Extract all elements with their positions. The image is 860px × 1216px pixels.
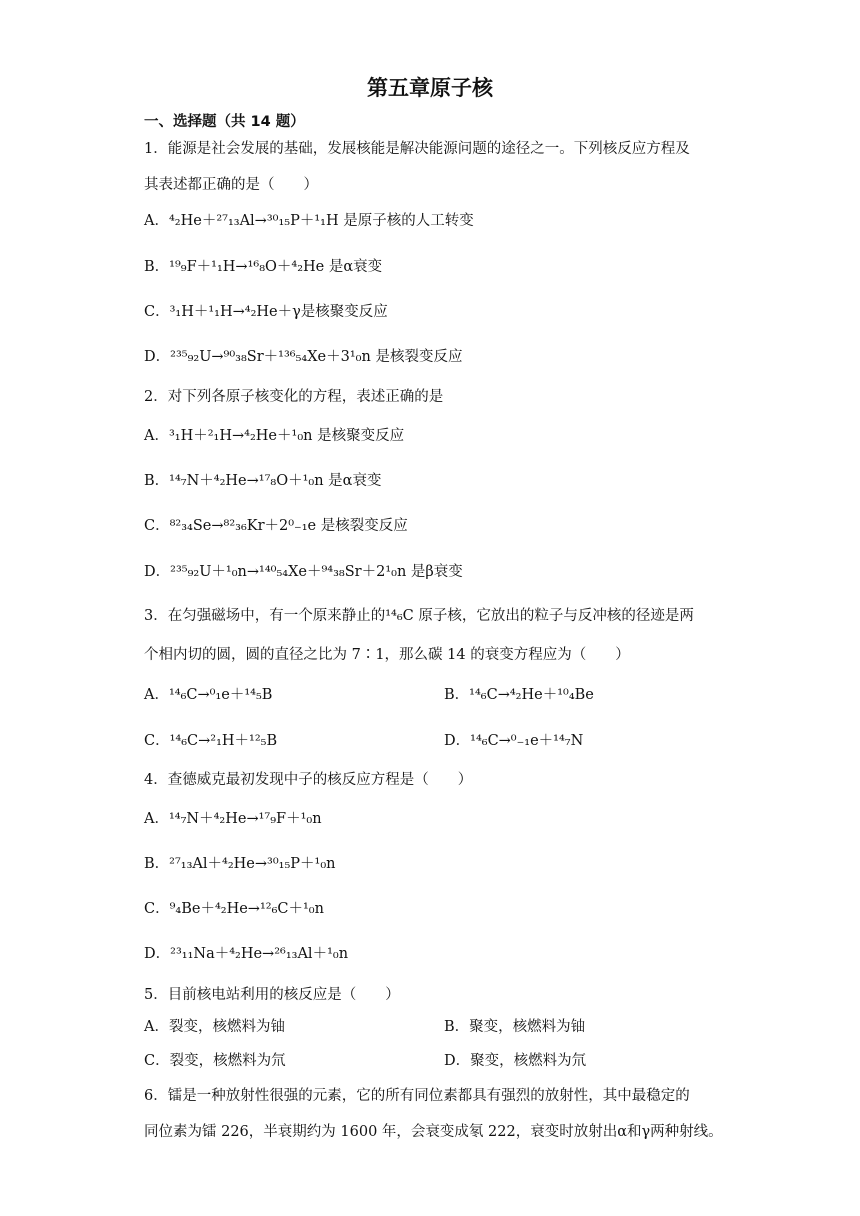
question-2-option-d: D．²³⁵₉₂U＋¹₀n→¹⁴⁰₅₄Xe＋⁹⁴₃₈Sr＋2¹₀n 是β衰变 (144, 564, 463, 580)
question-1-option-d: D．²³⁵₉₂U→⁹⁰₃₈Sr＋¹³⁶₅₄Xe＋3¹₀n 是核裂变反应 (144, 349, 463, 365)
question-3-option-b: B．¹⁴₆C→⁴₂He＋¹⁰₄Be (444, 687, 594, 703)
question-5-option-b: B．聚变，核燃料为铀 (444, 1019, 586, 1035)
question-5-stem: 5．目前核电站利用的核反应是（ ） (144, 987, 400, 1003)
question-4-option-c: C．⁹₄Be＋⁴₂He→¹²₆C＋¹₀n (144, 901, 324, 917)
question-5-option-a: A．裂变，核燃料为铀 (144, 1019, 285, 1035)
question-1-stem-line-2: 其表述都正确的是（ ） (144, 177, 318, 193)
question-2-stem: 2．对下列各原子核变化的方程，表述正确的是 (144, 389, 444, 405)
question-5-option-c: C．裂变，核燃料为氘 (144, 1053, 286, 1069)
question-3-stem-line-1: 3．在匀强磁场中，有一个原来静止的¹⁴₆C 原子核，它放出的粒子与反冲核的径迹是两 (144, 608, 694, 624)
question-2-option-a: A．³₁H＋²₁H→⁴₂He＋¹₀n 是核聚变反应 (144, 428, 405, 444)
question-2-option-c: C．⁸²₃₄Se→⁸²₃₆Kr＋2⁰₋₁e 是核裂变反应 (144, 518, 408, 534)
page-title: 第五章原子核 (367, 76, 493, 100)
section-heading: 一、选择题（共 14 题） (144, 114, 305, 130)
question-1-option-b: B．¹⁹₉F＋¹₁H→¹⁶₈O＋⁴₂He 是α衰变 (144, 259, 383, 275)
question-2-option-b: B．¹⁴₇N＋⁴₂He→¹⁷₈O＋¹₀n 是α衰变 (144, 473, 382, 489)
question-1-option-c: C．³₁H＋¹₁H→⁴₂He＋γ是核聚变反应 (144, 304, 388, 320)
question-3-option-d: D．¹⁴₆C→⁰₋₁e＋¹⁴₇N (444, 733, 584, 749)
question-1-option-a: A．⁴₂He＋²⁷₁₃Al→³⁰₁₅P＋¹₁H 是原子核的人工转变 (144, 213, 474, 229)
question-4-option-d: D．²³₁₁Na＋⁴₂He→²⁶₁₃Al＋¹₀n (144, 946, 349, 962)
question-3-option-c: C．¹⁴₆C→²₁H＋¹²₅B (144, 733, 278, 749)
question-4-stem: 4．查德威克最初发现中子的核反应方程是（ ） (144, 772, 473, 788)
question-4-option-a: A．¹⁴₇N＋⁴₂He→¹⁷₉F＋¹₀n (144, 811, 322, 827)
question-3-option-a: A．¹⁴₆C→⁰₁e＋¹⁴₅B (144, 687, 273, 703)
question-6-stem-line-1: 6．镭是一种放射性很强的元素，它的所有同位素都具有强烈的放射性，其中最稳定的 (144, 1088, 690, 1104)
question-1-stem-line-1: 1．能源是社会发展的基础，发展核能是解决能源问题的途径之一。下列核反应方程及 (144, 141, 690, 157)
question-4-option-b: B．²⁷₁₃Al＋⁴₂He→³⁰₁₅P＋¹₀n (144, 856, 336, 872)
question-6-stem-line-2: 同位素为镭 226，半衰期约为 1600 年，会衰变成氡 222，衰变时放射出α和γ两种射线。 (144, 1124, 723, 1140)
question-3-stem-line-2: 个相内切的圆，圆的直径之比为 7∶1，那么碳 14 的衰变方程应为（ ） (144, 647, 630, 663)
question-5-option-d: D．聚变，核燃料为氘 (444, 1053, 587, 1069)
